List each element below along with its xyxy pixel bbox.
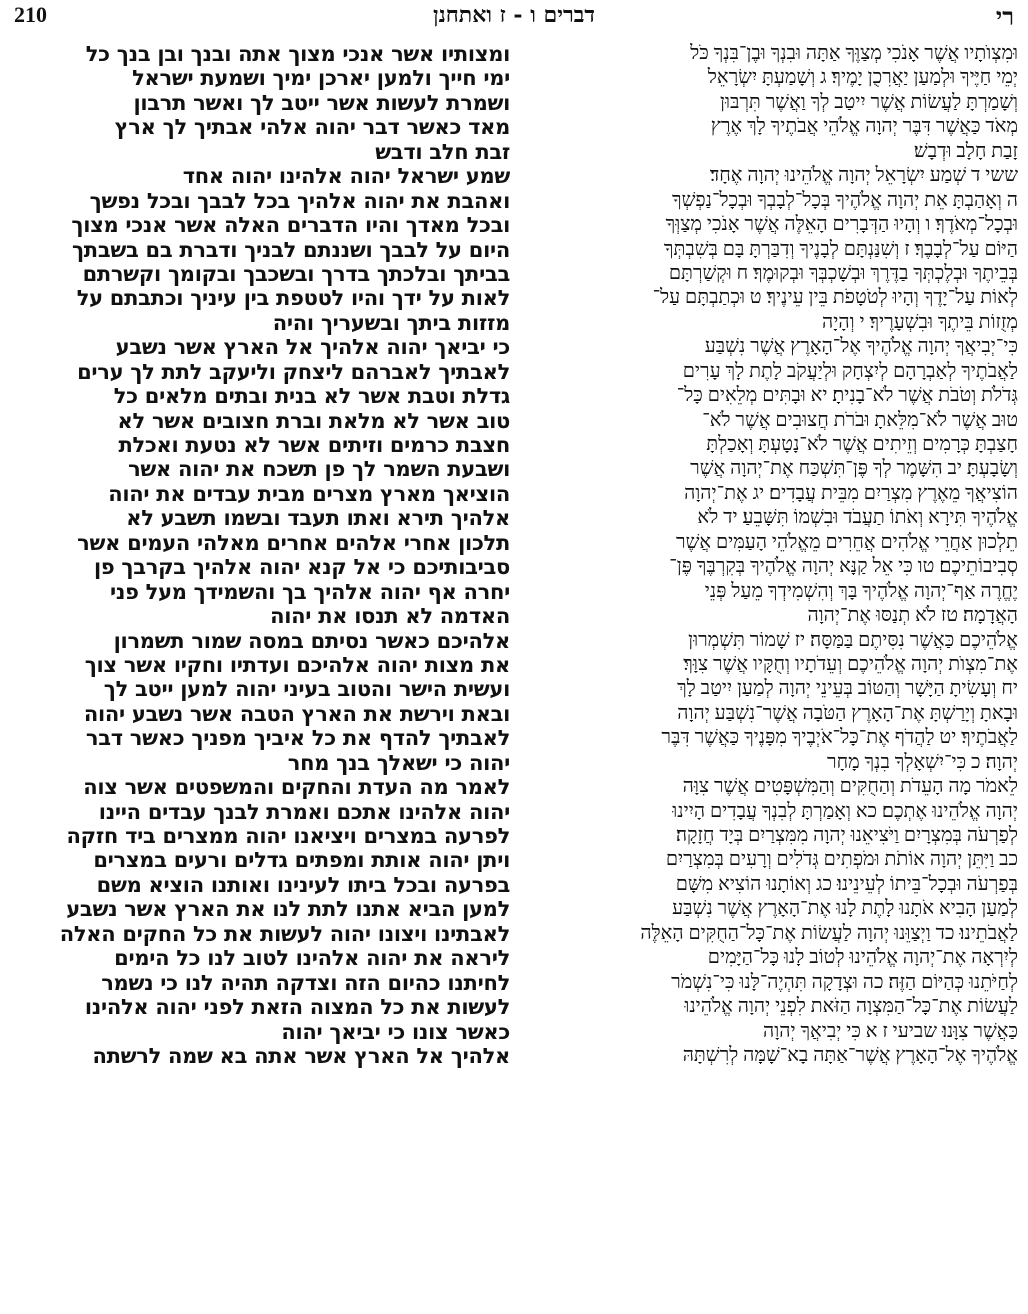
vocalized-text-line: לַאֲבֹתֶיךָ׃ יט לַהֲדֹף אֶת־כָּל־אֹיְבֶיךָ מִפָּנֶיךָ כַּאֲשֶׁר דִּבֶּר — [661, 727, 1018, 749]
scroll-text-line: האדמה לא תנסו את יהוה — [270, 604, 510, 629]
vocalized-text-line: לֵאמֹר מָה הָעֵדֹת וְהַחֻקִּים וְהַמִּשְׁפָּטִים אֲשֶׁר צִוָּה — [682, 776, 1018, 798]
vocalized-text-line: וְשָׁמַרְתָּ לַעֲשׂוֹת אֲשֶׁר יִיטַב לְךָ וַאֲשֶׁר תִּרְבּוּן — [719, 91, 1018, 113]
vocalized-text-line: יֶחֱרֶה אַף־יְהוָה אֱלֹהֶיךָ בָּךְ וְהִשְׁמִידְךָ מֵעַל פְּנֵי — [704, 580, 1018, 602]
page-title: דברים ו - ז ואתחנן — [433, 2, 595, 28]
vocalized-text-line: אֱלֹהֶיךָ תִּירָא וְאֹתוֹ תַעֲבֹד וּבִשְׁמוֹ תִּשָּׁבֵעַ׃ יד לֹא — [697, 507, 1018, 529]
scroll-text-line: בביתך ובלכתך בדרך ובשכבך ובקומך וקשרתם — [82, 261, 510, 286]
vocalized-text-line: כַּאֲשֶׁר צִוָּנוּ׃ שביעי ז א כִּי יְבִיאֲךָ יְהוָה — [763, 1020, 1018, 1042]
scroll-text-line: יחרה אף יהוה אלהיך בך והשמידך מעל פני — [110, 579, 510, 604]
scroll-text-line: יהוה כי ישאלך בנך מחר — [287, 750, 510, 775]
scroll-text-line: ושבעת השמר לך פן תשכח את יהוה אשר — [128, 457, 510, 482]
vocalized-text-line: תֵלְכוּן אַחֲרֵי אֱלֹהִים אֲחֵרִים מֵאֱלֹהֵי הָעַמִּים אֲשֶׁר — [675, 531, 1018, 553]
scroll-text-line: ומצותיו אשר אנכי מצוך אתה ובנך ובן בנך כל — [85, 42, 510, 66]
vocalized-text-line: ה וְאָהַבְתָּ אֵת יְהוָה אֱלֹהֶיךָ בְּכָל־לְבָבְךָ וּבְכָל־נַפְשְׁךָ — [672, 189, 1018, 211]
scroll-text-line: לאות על ידך והיו לטטפת בין עיניך וכתבתם על — [76, 286, 510, 311]
scroll-text-line: יהוה אלהינו אתכם ואמרת לבנך עבדים היינו — [98, 799, 510, 824]
scroll-text-line: טוב אשר לא מלאת וברת חצובים אשר לא — [117, 408, 510, 433]
scroll-text-line: ועשית הישר והטוב בעיני יהוה למען ייטב לך — [103, 677, 510, 702]
vocalized-text-line: מְזֻזוֹת בֵּיתֶךָ וּבִשְׁעָרֶיךָ׃ י וְהָיָה — [822, 311, 1018, 333]
vocalized-text-line: לְאוֹת עַל־יָדֶךָ וְהָיוּ לְטֹטָפֹת בֵּין עֵינֶיךָ׃ ט וּכְתַבְתָּם עַל־ — [652, 287, 1018, 309]
scroll-text-line: ובאת וירשת את הארץ הטבה אשר נשבע יהוה — [83, 701, 510, 726]
vocalized-text-line: לְפַרְעֹה בְּמִצְרָיִם וַיֹּצִיאֵנוּ יְהוָה מִמִּצְרַיִם בְּיָד חֲזָקָה׃ — [675, 825, 1018, 846]
vocalized-text-line: חָצַבְתָּ כְּרָמִים וְזֵיתִים אֲשֶׁר לֹא־נָטָעְתָּ וְאָכַלְתָּ — [706, 434, 1018, 455]
scroll-text-line: היום על לבבך ושננתם לבניך ודברת בם בשבתך — [71, 237, 510, 262]
scroll-text-line: שמע ישראל יהוה אלהינו יהוה אחד — [182, 164, 510, 189]
scroll-text-line: ובכל מאדך והיו הדברים האלה אשר אנכי מצוך — [71, 213, 510, 238]
scroll-text-line: תלכון אחרי אלהים אחרים מאלהי העמים אשר — [77, 530, 510, 555]
scroll-text-line: זבת חלב ודבש — [375, 139, 510, 164]
scroll-text-line: גדלת וטבת אשר לא בנית ובתים מלאים כל — [113, 384, 510, 409]
scroll-text-line: ימי חייך ולמען יארכן ימיך ושמעת ישראל — [132, 66, 510, 91]
scroll-text-line: לאבתיך להדף את כל איביך מפניך כאשר דבר — [85, 726, 510, 751]
vocalized-text-line: יְהוָה אֱלֹהֵינוּ אֶתְכֶם׃ כא וְאָמַרְתָּ לְבִנְךָ עֲבָדִים הָיִינוּ — [672, 800, 1018, 822]
scroll-text-line: ושמרת לעשות אשר ייטב לך ואשר תרבון — [133, 90, 510, 115]
scroll-text-line: אלהיך תירא ואתו תעבד ובשמו תשבע לא — [126, 506, 510, 531]
scroll-text-line: לאבתינו ויצונו יהוה לעשות את כל החקים האלה — [59, 921, 510, 946]
vocalized-text-line: יח וְעָשִׂיתָ הַיָּשָׁר וְהַטּוֹב בְּעֵינֵי יְהוָה לְמַעַן יִיטַב לָךְ — [677, 678, 1018, 700]
vocalized-text-line: יְהוָה׃ כ כִּי־יִשְׁאָלְךָ בִנְךָ מָחָר — [827, 751, 1018, 773]
scroll-text-line: מאד כאשר דבר יהוה אלהי אבתיך לך ארץ — [114, 115, 510, 140]
scroll-text-line: לאבתיך לאברהם ליצחק וליעקב לתת לך ערים — [77, 359, 510, 384]
vocalized-text-line: וּמִצְוֺתָיו אֲשֶׁר אָנֹכִי מְצַוֶּךָ אַתָּה וּבִנְךָ וּבֶן־בִּנְךָ כֹּל — [690, 43, 1018, 64]
vocalized-text-line: וּבְכָל־מְאֹדֶךָ׃ ו וְהָיוּ הַדְּבָרִים הָאֵלֶּה אֲשֶׁר אָנֹכִי מְצַוְּךָ — [665, 214, 1018, 236]
scroll-text-column — [10, 42, 510, 1068]
scroll-text-line: אלהיך אל הארץ אשר אתה בא שמה לרשתה — [92, 1043, 510, 1068]
vocalized-text-line: סְבִיבוֹתֵיכֶם׃ טו כִּי אֵל קַנָּא יְהוָה אֱלֹהֶיךָ בְּקִרְבֶּךָ פֶּן־ — [669, 556, 1018, 578]
scroll-text-line: למען הביא אתנו לתת לנו את הארץ אשר נשבע — [66, 897, 510, 922]
scroll-text-line: לאמר מה העדת והחקים והמשפטים אשר צוה — [83, 775, 510, 800]
vocalized-text-line: אֱלֹהֵיכֶם כַּאֲשֶׁר נִסִּיתֶם בַּמַּסָּה׃ יז שָׁמוֹר תִּשְׁמְרוּן — [688, 629, 1018, 651]
vocalized-text-line: לַאֲבֹתֵינוּ׃ כד וַיְצַוֵּנוּ יְהוָה לַעֲשׂוֹת אֶת־כָּל־הַחֻקִּים הָאֵלֶּה — [640, 922, 1018, 944]
vocalized-text-line: יְמֵי חַיֶּיךָ וּלְמַעַן יַאֲרִכֻן יָמֶיךָ׃ ג וְשָׁמַעְתָּ יִשְׂרָאֵל — [707, 67, 1018, 89]
vocalized-text-line: וְשָׂבָעְתָּ׃ יב הִשָּׁמֶר לְךָ פֶּן־תִּשְׁכַּח אֶת־יְהוָה אֲשֶׁר — [690, 458, 1018, 480]
vocalized-text-line: לַאֲבֹתֶיךָ לְאַבְרָהָם לְיִצְחָק וּלְיַעֲקֹב לָתֶת לָךְ עָרִים — [682, 360, 1018, 382]
scroll-text-line: מזזות ביתך ובשעריך והיה — [272, 310, 510, 335]
vocalized-text-line: ששי ד שְׁמַע יִשְׂרָאֵל יְהוָה אֱלֹהֵינוּ יְהוָה אֶחָד׃ — [709, 165, 1018, 187]
vocalized-text-line: לְמַעַן הָבִיא אֹתָנוּ לָתֶת לָנוּ אֶת־הָאָרֶץ אֲשֶׁר נִשְׁבַּע — [672, 898, 1018, 920]
scroll-text-line: לחיתנו כהיום הזה וצדקה תהיה לנו כי נשמר — [101, 970, 510, 995]
vocalized-text-line: לַעֲשׂוֹת אֶת־כָּל־הַמִּצְוָה הַזֹּאת לִפְנֵי יְהוָה אֱלֹהֵינוּ — [684, 996, 1018, 1018]
scroll-text-line: חצבת כרמים וזיתים אשר לא נטעת ואכלת — [118, 433, 510, 457]
vocalized-text-line: הוֹצִיאֲךָ מֵאֶרֶץ מִצְרַיִם מִבֵּית עֲבָדִים׃ יג אֶת־יְהוָה — [684, 482, 1018, 504]
scroll-text-line: כי יביאך יהוה אלהיך אל הארץ אשר נשבע — [115, 335, 510, 360]
page-number: 210 — [14, 2, 47, 27]
scroll-text-line: אלהיכם כאשר נסיתם במסה שמור תשמרון — [113, 628, 510, 653]
scroll-text-line: כאשר צונו כי יביאך יהוה — [281, 1019, 510, 1044]
hebrew-page-number: רי — [995, 2, 1014, 31]
vocalized-text-line: כִּי־יְבִיאֲךָ יְהוָה אֱלֹהֶיךָ אֶל־הָאָרֶץ אֲשֶׁר נִשְׁבַּע — [704, 336, 1018, 358]
vocalized-text-line: בְּפַרְעֹה וּבְכָל־בֵּיתוֹ לְעֵינֵינוּ׃ כג וְאוֹתָנוּ הוֹצִיא מִשָּׁם — [675, 873, 1018, 895]
scroll-text-line: הוציאך מארץ מצרים מבית עבדים את יהוה — [108, 481, 510, 506]
scroll-text-line: לפרעה במצרים ויציאנו יהוה ממצרים ביד חזקה — [66, 824, 510, 848]
vocalized-text-column — [530, 42, 1018, 1068]
scroll-text-line: ליראה את יהוה אלהינו לטוב לנו כל הימים — [114, 946, 510, 971]
scroll-text-line: ויתן יהוה אותת ומפתים גדלים ורעים במצרים — [93, 848, 510, 873]
vocalized-text-line: לְיִרְאָה אֶת־יְהוָה אֱלֹהֵינוּ לְטוֹב לָנוּ כָּל־הַיָּמִים — [707, 947, 1018, 969]
vocalized-text-line: הָאֲדָמָה׃ טז לֹא תְנַסּוּ אֶת־יְהוָה — [807, 605, 1018, 627]
scroll-text-line: את מצות יהוה אלהיכם ועדתיו וחקיו אשר צוך — [84, 652, 510, 677]
vocalized-text-line: לְחַיֹּתֵנוּ כְּהַיּוֹם הַזֶּה׃ כה וּצְדָקָה תִּהְיֶה־לָּנוּ כִּי־נִשְׁמֹר — [671, 971, 1018, 993]
vocalized-text-line: טוּב אֲשֶׁר לֹא־מִלֵּאתָ וּבֹרֹת חֲצוּבִים אֲשֶׁר לֹא־ — [702, 409, 1018, 431]
scroll-text-line: סביבותיכם כי אל קנא יהוה אלהיך בקרבך פן — [94, 555, 510, 580]
page-header — [0, 0, 1028, 34]
vocalized-text-line: אֶת־מִצְוֺת יְהוָה אֱלֹהֵיכֶם וְעֵדֹתָיו וְחֻקָּיו אֲשֶׁר צִוָּךְ׃ — [683, 653, 1018, 675]
vocalized-text-line: הַיּוֹם עַל־לְבָבֶךָ׃ ז וְשִׁנַּנְתָּם לְבָנֶיךָ וְדִבַּרְתָּ בָּם בְּשִׁבְתְּךָ — [663, 238, 1018, 260]
vocalized-text-line: גְּדֹלֹת וְטֹבֹת אֲשֶׁר לֹא־בָנִיתָ׃ יא וּבָתִּים מְלֵאִים כָּל־ — [676, 385, 1018, 407]
vocalized-text-line: בְּבֵיתֶךָ וּבְלֶכְתְּךָ בַדֶּרֶךְ וּבְשָׁכְבְּךָ וּבְקוּמֶךָ׃ ח וּקְשַׁרְתָּם — [668, 262, 1018, 284]
scroll-text-line: בפרעה ובכל ביתו לעינינו ואותנו הוציא משם — [96, 872, 510, 897]
vocalized-text-line: אֱלֹהֶיךָ אֶל־הָאָרֶץ אֲשֶׁר־אַתָּה בָא־שָׁמָּה לְרִשְׁתָּהּ — [682, 1044, 1018, 1066]
vocalized-text-line: וּבָאתָ וְיָרַשְׁתָּ אֶת־הָאָרֶץ הַטֹּבָה אֲשֶׁר־נִשְׁבַּע יְהוָה — [677, 702, 1018, 724]
vocalized-text-line: כב וַיִּתֵּן יְהוָה אוֹתֹת וּמֹפְתִים גְּדֹלִים וְרָעִים בְּמִצְרַיִם — [665, 849, 1018, 871]
vocalized-text-line: מְאֹד כַּאֲשֶׁר דִּבֶּר יְהוָה אֱלֹהֵי אֲבֹתֶיךָ לָךְ אֶרֶץ — [710, 116, 1018, 138]
scroll-text-line: לעשות את כל המצוה הזאת לפני יהוה אלהינו — [84, 995, 510, 1020]
vocalized-text-line: זָבַת חָלָב וּדְבָשׁ׃ — [913, 140, 1018, 162]
scroll-text-line: ואהבת את יהוה אלהיך בכל לבבך ובכל נפשך — [89, 188, 510, 213]
